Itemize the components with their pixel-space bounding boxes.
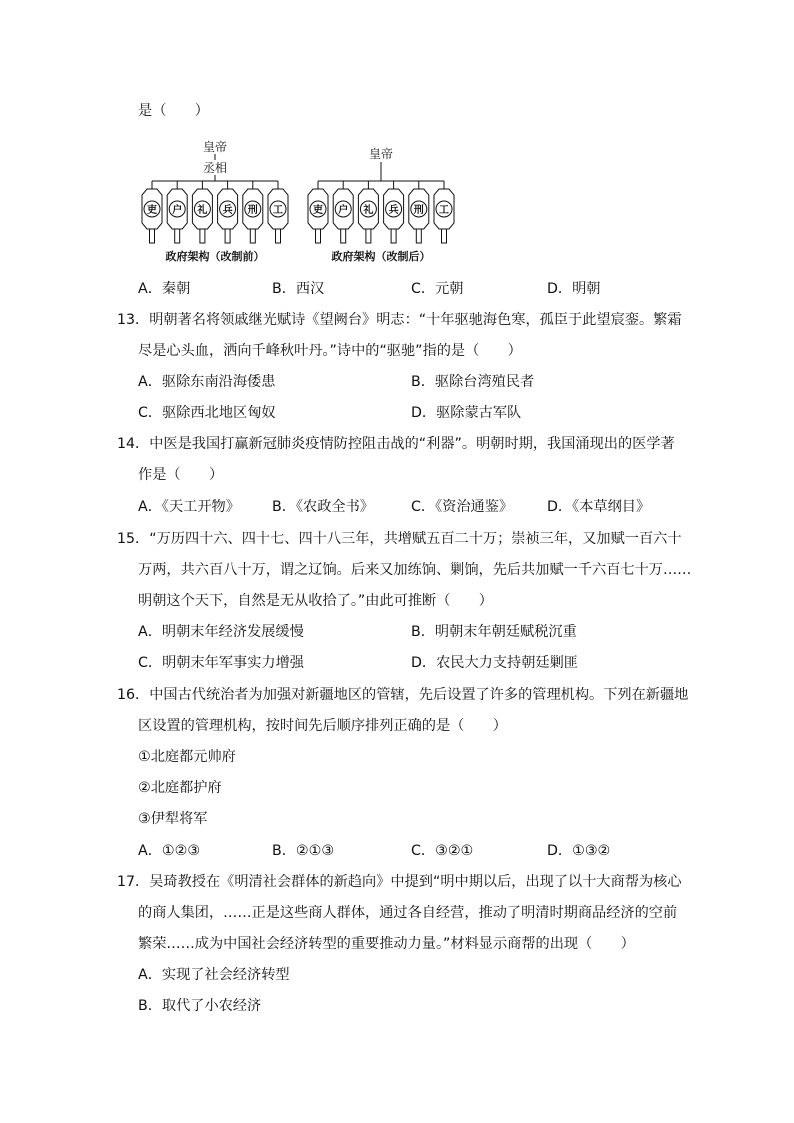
- left-dept-label: 刑: [247, 205, 258, 216]
- q15-option-b[interactable]: B．明朝末年朝廷赋税沉重: [411, 624, 577, 640]
- q17-option-a[interactable]: A．实现了社会经济转型: [138, 967, 290, 983]
- q17-option-b[interactable]: B．取代了小农经济: [138, 998, 262, 1014]
- left-dept-5: [243, 181, 263, 243]
- left-dept-6: [268, 181, 288, 243]
- left-dept-2: [167, 181, 187, 243]
- diagram-left-chancellor: 丞相: [202, 161, 228, 175]
- q13-option-d[interactable]: D．驱除蒙古军队: [411, 405, 522, 421]
- q16-stem-line1: 16．中国古代统治者为加强对新疆地区的管辖，先后设置了许多的管理机构。下列在新疆地: [117, 687, 689, 703]
- right-dept-label: 吏: [313, 205, 323, 216]
- government-structure-diagram: [140, 135, 460, 270]
- q12-option-c[interactable]: C．元朝: [411, 281, 464, 297]
- q13-stem-line2: 尽是心头血，洒向千峰秋叶丹。”诗中的“驱驰”指的是（ ）: [138, 343, 522, 359]
- right-dept-6: [434, 181, 454, 243]
- right-dept-label: 兵: [388, 205, 399, 216]
- q12-option-b[interactable]: B．西汉: [272, 281, 325, 297]
- right-dept-4: [384, 181, 404, 243]
- left-dept-label: 工: [273, 205, 283, 216]
- right-dept-label: 刑: [413, 205, 424, 216]
- q16-item-2: ②北庭都护府: [138, 780, 222, 796]
- q15-stem-line3: 明朝这个天下，自然是无从收拾了。”由此可推断（ ）: [138, 593, 493, 609]
- diagram-right-caption: 政府架构（改制后）: [331, 250, 431, 263]
- right-dept-3: [358, 181, 378, 243]
- q16-stem-line2: 区设置的管理机构，按时间先后顺序排列正确的是（ ）: [138, 718, 507, 734]
- q14-option-c[interactable]: C．《资治通鉴》: [411, 499, 514, 515]
- left-dept-3: [192, 181, 212, 243]
- right-dept-2: [333, 181, 353, 243]
- q13-stem-line1: 13．明朝著名将领戚继光赋诗《望阙台》明志：“十年驱驰海色寒，孤臣于此望宸銮。繁霜: [117, 312, 682, 328]
- q15-option-a[interactable]: A．明朝末年经济发展缓慢: [138, 624, 304, 640]
- diagram-after-reform: [308, 146, 454, 263]
- right-dept-5: [409, 181, 429, 243]
- q17-stem-line1: 17．吴琦教授在《明清社会群体的新趋向》中提到“明中期以后，出现了以十大商帮为核心: [117, 874, 682, 890]
- q14-stem-line1: 14．中医是我国打赢新冠肺炎疫情防控阻击战的“利器”。明朝时期，我国涌现出的医学著: [117, 436, 675, 452]
- right-dept-1: [308, 181, 328, 243]
- q13-option-b[interactable]: B．驱除台湾殖民者: [411, 374, 535, 390]
- q14-option-d[interactable]: D．《本草纲目》: [547, 499, 651, 515]
- q14-option-b[interactable]: B．《农政全书》: [272, 499, 374, 515]
- diagram-left-emperor: 皇帝: [202, 140, 228, 154]
- left-dept-label: 吏: [147, 205, 157, 216]
- left-dept-4: [218, 181, 238, 243]
- q14-stem-line2: 作是（ ）: [138, 467, 224, 483]
- q15-option-d[interactable]: D．农民大力支持朝廷剿匪: [411, 655, 578, 671]
- right-dept-label: 户: [338, 205, 349, 216]
- diagram-right-emperor: 皇帝: [368, 147, 394, 161]
- q13-option-c[interactable]: C．驱除西北地区匈奴: [138, 405, 276, 421]
- q13-option-a[interactable]: A．驱除东南沿海倭患: [138, 374, 276, 390]
- q14-option-a[interactable]: A．《天工开物》: [138, 499, 240, 515]
- q12-option-d[interactable]: D．明朝: [547, 281, 601, 297]
- q15-option-c[interactable]: C．明朝末年军事实力增强: [138, 655, 304, 671]
- left-dept-label: 礼: [197, 205, 208, 216]
- right-dept-label: 礼: [363, 205, 374, 216]
- q15-stem-line1: 15．“万历四十六、四十七、四十八三年，共增赋五百二十万；崇祯三年，又加赋一百六十: [117, 531, 682, 547]
- q16-option-c[interactable]: C．③②①: [411, 843, 474, 859]
- q12-option-a[interactable]: A．秦朝: [138, 281, 191, 297]
- diagram-before-reform: [142, 139, 288, 263]
- q16-item-3: ③伊犁将军: [138, 811, 208, 827]
- q15-stem-line2: 万两，共六百八十万，谓之辽饷。后来又加练饷、剿饷，先后共加赋一千六百七十万……: [138, 562, 692, 578]
- left-dept-1: [142, 181, 162, 243]
- q16-option-a[interactable]: A．①②③: [138, 843, 201, 859]
- q16-option-d[interactable]: D．①③②: [547, 843, 611, 859]
- left-dept-label: 兵: [222, 205, 233, 216]
- q17-stem-line2: 的商人集团，……正是这些商人群体，通过各自经营，推动了明清时期商品经济的空前: [138, 905, 678, 921]
- q12-stem-tail: 是（ ）: [138, 103, 209, 119]
- right-dept-label: 工: [439, 205, 449, 216]
- left-dept-label: 户: [172, 205, 183, 216]
- q16-option-b[interactable]: B．②①③: [272, 843, 335, 859]
- diagram-left-caption: 政府架构（改制前）: [165, 250, 265, 263]
- q16-item-1: ①北庭都元帅府: [138, 749, 236, 765]
- q17-stem-line3: 繁荣……成为中国社会经济转型的重要推动力量。”材料显示商帮的出现（ ）: [138, 936, 635, 952]
